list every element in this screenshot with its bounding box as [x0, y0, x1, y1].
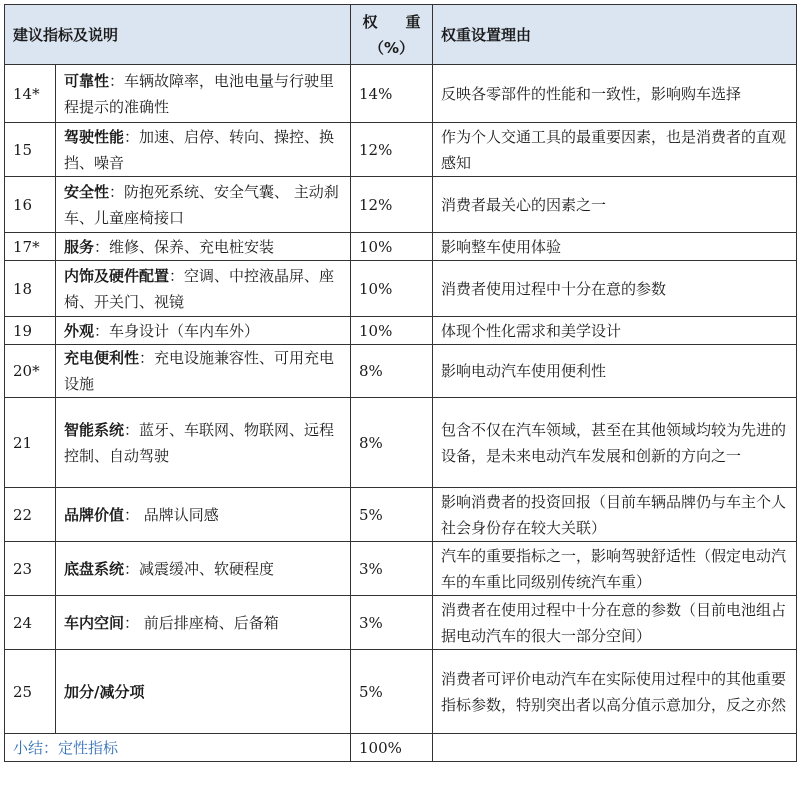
indicator-name: 内饰及硬件配置	[64, 266, 170, 285]
table-row	[5, 596, 797, 650]
weight-cell: 8%	[351, 398, 433, 488]
indicator-desc: ：防抱死系统、安全气囊、 主动刹车、儿童座椅接口	[64, 182, 339, 227]
indicator-name: 品牌价值	[64, 505, 125, 524]
weight-cell: 10%	[351, 261, 433, 317]
reason-cell: 影响电动汽车使用便利性	[433, 345, 797, 398]
table-row	[5, 398, 797, 488]
indicator-desc: ：车身设计（车内车外）	[94, 321, 260, 340]
weight-table	[4, 4, 797, 762]
indicator-cell	[56, 345, 351, 398]
indicator-desc: ：减震缓冲、软硬程度	[124, 559, 275, 578]
reason-cell: 影响消费者的投资回报（目前车辆品牌仍与车主个人社会身份存在较大关联）	[433, 488, 797, 542]
summary-reason	[433, 734, 797, 762]
indicator-name: 加分/减分项	[64, 682, 145, 701]
summary-row	[5, 734, 797, 762]
reason-cell: 消费者可评价电动汽车在实际使用过程中的其他重要指标参数，特别突出者以高分值示意加分，反之亦然	[433, 650, 797, 734]
table-row	[5, 65, 797, 123]
table-row	[5, 233, 797, 261]
weight-cell: 5%	[351, 650, 433, 734]
indicator-desc: ： 前后排座椅、后备箱	[124, 613, 279, 632]
table-row	[5, 488, 797, 542]
indicator-cell	[56, 542, 351, 596]
weight-cell: 12%	[351, 177, 433, 233]
reason-cell: 作为个人交通工具的最重要因素，也是消费者的直观感知	[433, 123, 797, 177]
reason-cell: 消费者最关心的因素之一	[433, 177, 797, 233]
indicator-cell	[56, 488, 351, 542]
weight-cell: 14%	[351, 65, 433, 123]
indicator-cell	[56, 123, 351, 177]
header-weight-char-2: 重	[405, 12, 421, 31]
indicator-desc: ：维修、保养、充电桩安装	[94, 237, 275, 256]
table-row	[5, 261, 797, 317]
indicator-cell	[56, 317, 351, 345]
row-number: 18	[5, 261, 56, 317]
indicator-name: 驾驶性能	[64, 127, 125, 146]
row-number: 16	[5, 177, 56, 233]
indicator-name: 外观	[64, 321, 95, 340]
reason-cell: 反映各零部件的性能和一致性，影响购车选择	[433, 65, 797, 123]
reason-cell: 影响整车使用体验	[433, 233, 797, 261]
row-number: 15	[5, 123, 56, 177]
indicator-desc: ：空调、中控液晶屏、座椅、开关门、视镜	[64, 266, 335, 311]
table-row	[5, 177, 797, 233]
indicator-cell	[56, 233, 351, 261]
header-row	[5, 5, 797, 65]
row-number: 20*	[5, 345, 56, 398]
summary-label: 小结：定性指标	[5, 734, 351, 762]
row-number: 17*	[5, 233, 56, 261]
table-row	[5, 650, 797, 734]
weight-cell: 10%	[351, 233, 433, 261]
table-row	[5, 542, 797, 596]
indicator-cell	[56, 261, 351, 317]
indicator-name: 服务	[64, 237, 95, 256]
summary-weight: 100%	[351, 734, 433, 762]
reason-cell: 汽车的重要指标之一，影响驾驶舒适性（假定电动汽车的车重比同级别传统汽车重）	[433, 542, 797, 596]
row-number: 19	[5, 317, 56, 345]
indicator-name: 车内空间	[64, 613, 125, 632]
row-number: 14*	[5, 65, 56, 123]
indicator-name: 智能系统	[64, 420, 125, 439]
table-row	[5, 123, 797, 177]
indicator-name: 充电便利性	[64, 349, 140, 367]
weight-cell: 5%	[351, 488, 433, 542]
indicator-desc: ：车辆故障率，电池电量与行驶里程提示的准确性	[64, 71, 335, 116]
weight-cell: 10%	[351, 317, 433, 345]
row-number: 25	[5, 650, 56, 734]
indicator-name: 安全性	[64, 182, 110, 201]
weight-cell: 3%	[351, 542, 433, 596]
indicator-cell	[56, 650, 351, 734]
header-weight-unit: （%）	[369, 38, 415, 57]
row-number: 21	[5, 398, 56, 488]
header-weight	[351, 5, 433, 65]
indicator-cell	[56, 65, 351, 123]
weight-cell: 12%	[351, 123, 433, 177]
indicator-cell	[56, 398, 351, 488]
header-indicator: 建议指标及说明	[5, 5, 351, 65]
row-number: 22	[5, 488, 56, 542]
table-row	[5, 317, 797, 345]
indicator-desc: ： 品牌认同感	[124, 505, 219, 524]
indicator-cell	[56, 177, 351, 233]
header-weight-char-1: 权	[362, 12, 378, 31]
weight-cell: 8%	[351, 345, 433, 398]
indicator-cell	[56, 596, 351, 650]
header-reason: 权重设置理由	[433, 5, 797, 65]
indicator-desc: ：加速、启停、转向、操控、换挡、噪音	[64, 127, 335, 172]
reason-cell: 包含不仅在汽车领域，甚至在其他领域均较为先进的设备，是未来电动汽车发展和创新的方向之一	[433, 398, 797, 488]
indicator-name: 底盘系统	[64, 559, 125, 578]
row-number: 24	[5, 596, 56, 650]
reason-cell: 消费者在使用过程中十分在意的参数（目前电池组占据电动汽车的很大一部分空间）	[433, 596, 797, 650]
row-number: 23	[5, 542, 56, 596]
weight-cell: 3%	[351, 596, 433, 650]
indicator-desc: ：蓝牙、车联网、物联网、远程控制、自动驾驶	[64, 420, 335, 465]
reason-cell: 消费者使用过程中十分在意的参数	[433, 261, 797, 317]
table-row	[5, 345, 797, 398]
reason-cell: 体现个性化需求和美学设计	[433, 317, 797, 345]
indicator-name: 可靠性	[64, 71, 110, 90]
indicator-desc: ：充电设施兼容性、可用充电设施	[64, 349, 335, 393]
